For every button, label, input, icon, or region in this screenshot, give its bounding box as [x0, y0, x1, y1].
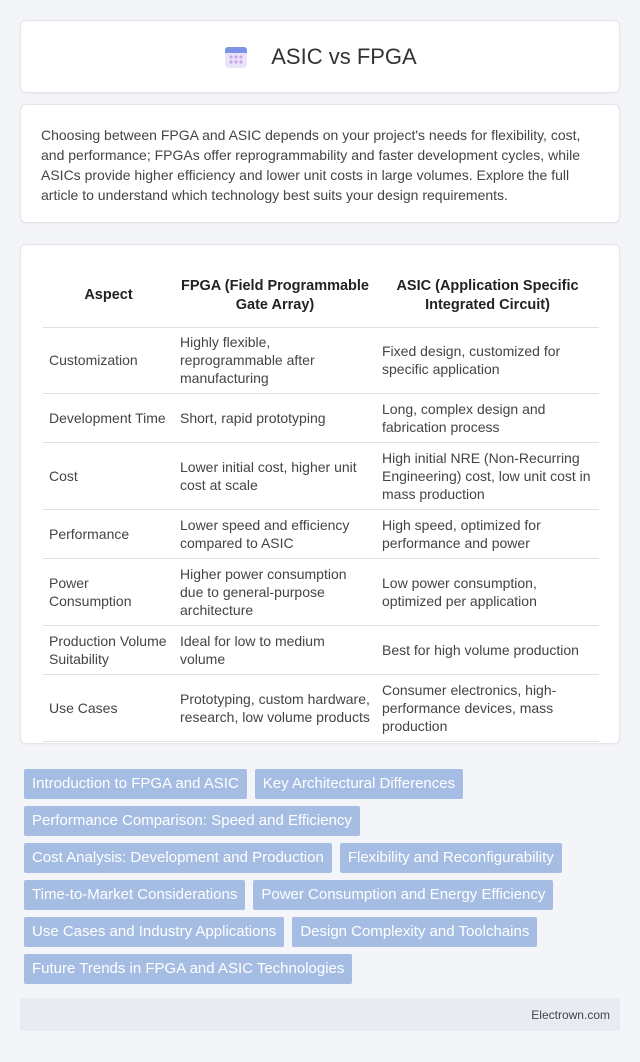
- topic-tag-performance[interactable]: Performance Comparison: Speed and Efficiency: [24, 806, 360, 836]
- cell-fpga: Higher power consumption due to general-purpose architecture: [174, 558, 376, 625]
- cell-asic: Best for high volume production: [376, 625, 599, 674]
- cell-fpga: Lower initial cost, higher unit cost at scale: [174, 442, 376, 509]
- cell-asic: Consumer electronics, high-performance devices, mass production: [376, 674, 599, 741]
- cell-aspect: Use Cases: [43, 674, 174, 741]
- footer-source: Electrown.com: [531, 1007, 610, 1022]
- header-asic: ASIC (Application Specific Integrated Circuit): [376, 265, 599, 327]
- table-row: [43, 625, 599, 674]
- cell-aspect: Customization: [43, 327, 174, 393]
- cell-aspect: Performance: [43, 509, 174, 558]
- table-row: [43, 393, 599, 442]
- cell-aspect: Development Time: [43, 393, 174, 442]
- table-row: [43, 442, 599, 509]
- topic-tag-time-to-market[interactable]: Time-to-Market Considerations: [24, 880, 245, 910]
- cell-fpga: Ideal for low to medium volume: [174, 625, 376, 674]
- cell-asic: Fixed design, customized for specific application: [376, 327, 599, 393]
- cell-fpga: Highly flexible, reprogrammable after manufacturing: [174, 327, 376, 393]
- page-title: ASIC vs FPGA: [271, 43, 417, 69]
- cell-fpga: Lower speed and efficiency compared to ASIC: [174, 509, 376, 558]
- calendar-grid-icon: [223, 44, 249, 70]
- comparison-table: [43, 265, 599, 742]
- header-fpga: FPGA (Field Programmable Gate Array): [174, 265, 376, 327]
- comparison-table-card: [20, 244, 620, 744]
- cell-aspect: Cost: [43, 442, 174, 509]
- topic-tag-power[interactable]: Power Consumption and Energy Efficiency: [253, 880, 553, 910]
- table-row: [43, 674, 599, 741]
- table-row: [43, 327, 599, 393]
- topic-tag-introduction[interactable]: Introduction to FPGA and ASIC: [24, 769, 247, 799]
- cell-fpga: Prototyping, custom hardware, research, low volume products: [174, 674, 376, 741]
- topic-tag-use-cases[interactable]: Use Cases and Industry Applications: [24, 917, 284, 947]
- header-aspect: Aspect: [43, 265, 174, 327]
- topic-tag-design-complexity[interactable]: Design Complexity and Toolchains: [292, 917, 537, 947]
- intro-text: Choosing between FPGA and ASIC depends on your project's needs for flexibility, cost, and performance; FPGAs offer reprogrammability and faster development cycles, while ASICs provide higher efficiency and lower unit costs in large volumes. Explore the full article to understand which technology best suits your design requirements.: [41, 127, 581, 203]
- table-row: [43, 558, 599, 625]
- topic-tag-flexibility[interactable]: Flexibility and Reconfigurability: [340, 843, 562, 873]
- cell-asic: High speed, optimized for performance and power: [376, 509, 599, 558]
- footer: [20, 998, 620, 1031]
- table-row: [43, 509, 599, 558]
- table-header-row: [43, 265, 599, 327]
- cell-aspect: Power Consumption: [43, 558, 174, 625]
- cell-asic: High initial NRE (Non-Recurring Engineering) cost, low unit cost in mass production: [376, 442, 599, 509]
- cell-asic: Long, complex design and fabrication process: [376, 393, 599, 442]
- topic-tag-future-trends[interactable]: Future Trends in FPGA and ASIC Technologies: [24, 954, 352, 984]
- topic-tag-cost[interactable]: Cost Analysis: Development and Production: [24, 843, 332, 873]
- cell-aspect: Production Volume Suitability: [43, 625, 174, 674]
- intro-card: [20, 104, 620, 223]
- topic-tag-architecture[interactable]: Key Architectural Differences: [255, 769, 463, 799]
- cell-asic: Low power consumption, optimized per application: [376, 558, 599, 625]
- topic-tags: [24, 769, 604, 991]
- cell-fpga: Short, rapid prototyping: [174, 393, 376, 442]
- header-card: [20, 20, 620, 93]
